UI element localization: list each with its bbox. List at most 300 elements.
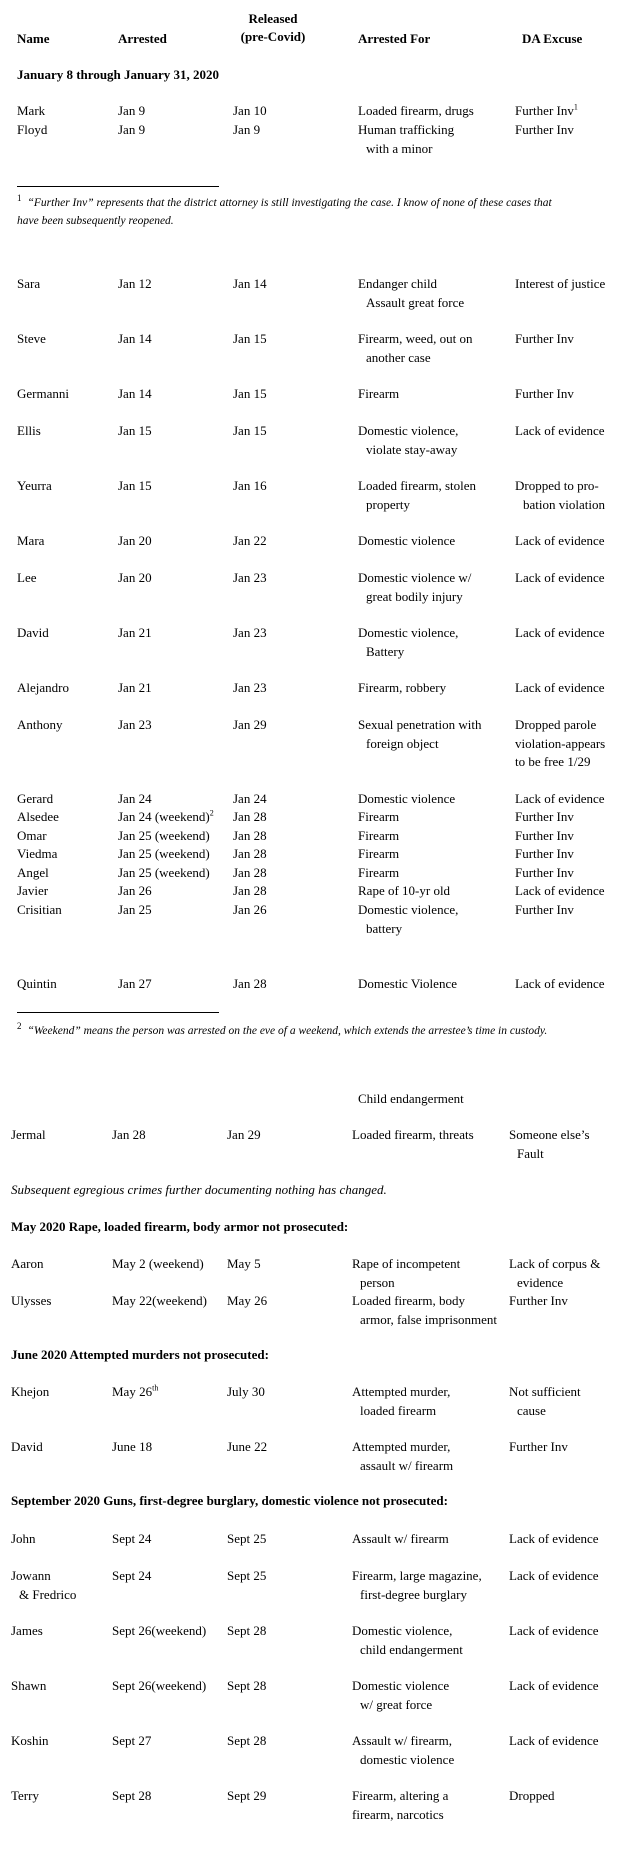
arrested-date: Jan 25 (weekend)	[118, 846, 210, 861]
arrested-for-line-1: Domestic violence	[358, 533, 456, 548]
arrested-date: Jan 9	[118, 122, 146, 137]
arrested-for-line-2: another case	[366, 349, 431, 365]
arrested-for-line-2: person	[360, 1274, 395, 1290]
footnote-divider-1	[17, 186, 219, 187]
da-excuse-line-1: Lack of evidence	[515, 570, 605, 585]
name-line-1: Alsedee	[17, 809, 59, 824]
arrested-for-line-1: Domestic Violence	[358, 976, 457, 991]
section-heading-january: January 8 through January 31, 2020	[17, 67, 220, 82]
cell-name	[17, 901, 62, 920]
cell-arrested-for	[352, 1622, 463, 1659]
da-excuse-line-1: Lack of evidence	[515, 625, 605, 640]
arrested-date: Jan 25 (weekend)	[118, 865, 210, 880]
da-excuse-line-1: Dropped to pro-	[515, 478, 599, 493]
cell-arrested	[118, 385, 152, 404]
cell-arrested-for	[352, 1383, 450, 1420]
da-excuse-line-2: violation-appears	[515, 735, 606, 751]
name-line-1: Javier	[17, 883, 49, 898]
name-line-1: Aaron	[11, 1256, 44, 1271]
cell-arrested-for	[358, 624, 458, 661]
cell-da-excuse	[515, 864, 574, 883]
arrested-date: Jan 21	[118, 625, 152, 640]
cell-arrested-for	[352, 1438, 453, 1475]
cell-arrested	[118, 716, 152, 735]
arrested-date: Jan 20	[118, 533, 152, 548]
cell-da-excuse	[509, 1530, 599, 1549]
cell-name	[11, 1622, 43, 1641]
arrested-for-line-1: Firearm	[358, 809, 400, 824]
da-excuse-line-1: Further Inv	[515, 103, 574, 118]
cell-released: Jan 29	[233, 717, 267, 732]
cell-released: Jan 22	[233, 533, 267, 548]
name-line-1: Gerard	[17, 791, 54, 806]
cell-arrested	[118, 275, 152, 294]
cell-name	[17, 975, 57, 994]
cell-da-excuse	[515, 845, 574, 864]
arrested-date: May 22(weekend)	[112, 1293, 207, 1308]
arrested-for-line-1: Domestic violence	[352, 1678, 450, 1693]
cell-da-excuse	[515, 330, 574, 349]
cell-arrested-for	[358, 422, 458, 459]
cell-arrested	[118, 901, 152, 920]
name-line-1: Floyd	[17, 122, 48, 137]
cell-name	[11, 1787, 39, 1806]
name-line-1: John	[11, 1531, 36, 1546]
name-line-1: Yeurra	[17, 478, 52, 493]
cell-arrested-for	[358, 121, 454, 158]
cell-da-excuse	[509, 1622, 599, 1641]
arrested-for-line-2: property	[366, 496, 411, 512]
name-line-1: Ulysses	[11, 1293, 52, 1308]
name-line-1: Omar	[17, 828, 47, 843]
arrested-date: June 18	[112, 1439, 153, 1454]
cell-da-excuse	[515, 385, 574, 404]
arrested-for-line-1: Firearm, weed, out on	[358, 331, 473, 346]
section-heading-june: June 2020 Attempted murders not prosecuted:	[11, 1347, 269, 1362]
cell-arrested-for	[358, 477, 476, 514]
arrested-date: Jan 26	[118, 883, 152, 898]
arrested-date: Sept 28	[112, 1788, 152, 1803]
arrested-for-line-1: Firearm	[358, 828, 400, 843]
arrested-date: Jan 24 (weekend)	[118, 809, 210, 824]
cell-arrested	[112, 1622, 206, 1641]
cell-released: Jan 10	[233, 103, 267, 118]
cell-da-excuse	[515, 790, 605, 809]
cell-da-excuse	[509, 1438, 568, 1457]
cell-name	[17, 864, 49, 883]
cell-name	[17, 808, 59, 827]
table-header	[0, 10, 640, 50]
cell-name	[17, 569, 36, 588]
arrested-for-line-1: Loaded firearm, body	[352, 1293, 465, 1308]
cell-arrested	[118, 532, 152, 551]
arrested-date: Jan 25	[118, 902, 152, 917]
arrested-for-line-2: first-degree burglary	[360, 1586, 467, 1602]
cell-released: Jan 28	[233, 828, 267, 843]
arrested-for-line-2: Battery	[366, 643, 405, 659]
da-excuse-line-1: Further Inv	[515, 386, 574, 401]
arrested-for-line-2: firearm, narcotics	[352, 1806, 444, 1822]
name-line-1: Khejon	[11, 1384, 50, 1399]
cell-released: Jan 14	[233, 276, 267, 291]
cell-arrested-for	[358, 882, 450, 901]
arrested-date: May 2 (weekend)	[112, 1256, 204, 1271]
cell-name	[17, 385, 69, 404]
footnote-1-line2: have been subsequently reopened.	[17, 215, 174, 227]
arrested-superscript: th	[152, 1383, 159, 1393]
cell-name	[17, 882, 48, 901]
da-excuse-line-1: Dropped	[509, 1788, 555, 1803]
cell-arrested	[112, 1292, 207, 1311]
cell-name	[17, 790, 53, 809]
da-excuse-line-1: Lack of evidence	[515, 423, 605, 438]
cell-da-excuse	[509, 1787, 555, 1806]
cell-released: Jan 28	[233, 865, 267, 880]
cell-released: Jan 28	[233, 883, 267, 898]
arrested-date: Jan 25 (weekend)	[118, 828, 210, 843]
arrested-for-line-1: Domestic violence,	[358, 902, 459, 917]
name-line-1: Germanni	[17, 386, 69, 401]
arrested-for-line-2: child endangerment	[360, 1641, 463, 1657]
cell-arrested	[118, 477, 152, 496]
name-line-1: Shawn	[11, 1678, 47, 1693]
arrested-for-line-1: Sexual penetration with	[358, 717, 482, 732]
cell-released: Jan 15	[233, 423, 267, 438]
da-excuse-line-1: Lack of evidence	[509, 1568, 599, 1583]
cell-arrested	[112, 1383, 158, 1402]
cell-released: May 26	[227, 1293, 268, 1308]
footnote-2-number: 2	[17, 1021, 22, 1032]
cell-da-excuse	[509, 1383, 581, 1420]
cell-da-excuse	[515, 102, 578, 121]
cell-arrested-for	[358, 275, 464, 312]
da-excuse-line-1: Further Inv	[515, 865, 574, 880]
da-excuse-line-1: Interest of justice	[515, 276, 606, 291]
name-line-1: Steve	[17, 331, 46, 346]
arrested-for-line-1: Domestic violence,	[358, 625, 459, 640]
da-excuse-line-1: Lack of evidence	[509, 1678, 599, 1693]
cell-released: May 5	[227, 1256, 261, 1271]
arrested-for-line-1: Firearm	[358, 846, 400, 861]
da-excuse-line-1: Further Inv	[515, 828, 574, 843]
cell-name	[17, 330, 46, 349]
cell-released: Jan 26	[233, 902, 267, 917]
name-line-1: Jermal	[11, 1127, 46, 1142]
arrested-for-line-1: Loaded firearm, threats	[352, 1127, 474, 1142]
name-line-1: Jowann	[11, 1568, 51, 1583]
footnote-2	[17, 1022, 627, 1040]
cell-arrested-for	[352, 1732, 454, 1769]
arrested-date: Jan 24	[118, 791, 152, 806]
cell-released: Sept 25	[227, 1568, 267, 1583]
name-line-1: Koshin	[11, 1733, 49, 1748]
cell-da-excuse	[515, 975, 605, 994]
cell-arrested	[118, 102, 145, 121]
cell-name	[11, 1567, 76, 1604]
arrested-for-line-1: Endanger child	[358, 276, 438, 291]
arrested-date: Jan 23	[118, 717, 152, 732]
arrested-date: Jan 14	[118, 386, 152, 401]
arrested-for-line-1: Human trafficking	[358, 122, 455, 137]
arrested-for-line-1: Firearm	[358, 386, 400, 401]
cell-name	[11, 1438, 43, 1457]
arrested-for-line-1: Attempted murder,	[352, 1439, 451, 1454]
da-excuse-line-1-wrap	[515, 102, 578, 121]
da-excuse-line-1: Further Inv	[515, 809, 574, 824]
da-excuse-line-1: Lack of evidence	[515, 976, 605, 991]
arrested-for-line-1: Loaded firearm, drugs	[358, 103, 474, 118]
da-excuse-line-3: to be free 1/29	[515, 754, 591, 769]
cell-da-excuse	[515, 275, 605, 294]
name-line-1: David	[11, 1439, 43, 1454]
cell-released: Jan 23	[233, 625, 267, 640]
arrested-for-line-1: Domestic violence	[358, 791, 456, 806]
name-line-1: Mara	[17, 533, 45, 548]
footnote-1	[17, 194, 627, 230]
cell-arrested	[118, 679, 152, 698]
da-excuse-line-1: Lack of corpus &	[509, 1256, 601, 1271]
arrested-date: Jan 9	[118, 103, 146, 118]
cell-name	[11, 1530, 36, 1549]
cell-da-excuse	[515, 624, 605, 643]
arrested-for-line-1: Attempted murder,	[352, 1384, 451, 1399]
cell-arrested-for	[358, 864, 399, 883]
cell-arrested	[112, 1530, 151, 1549]
da-excuse-line-1: Further Inv	[515, 902, 574, 917]
da-excuse-line-1: Further Inv	[509, 1439, 568, 1454]
da-excuse-line-1: Not sufficient	[509, 1384, 581, 1399]
cell-arrested-for	[358, 827, 399, 846]
da-excuse-line-1: Lack of evidence	[515, 680, 605, 695]
cell-released: Sept 29	[227, 1788, 267, 1803]
cell-arrested	[118, 121, 145, 140]
cell-name	[17, 679, 69, 698]
name-line-1: Sara	[17, 276, 41, 291]
section-heading-may: May 2020 Rape, loaded firearm, body armor not prosecuted:	[11, 1219, 349, 1234]
cell-released: Jan 16	[233, 478, 267, 493]
cell-name	[11, 1383, 49, 1402]
cell-name	[17, 275, 40, 294]
arrested-superscript: 2	[209, 808, 214, 818]
cell-released: Jan 15	[233, 386, 267, 401]
cell-arrested-for	[358, 532, 455, 551]
cell-released: Sept 28	[227, 1623, 267, 1638]
cell-arrested-for	[352, 1567, 482, 1604]
da-excuse-line-1: Further Inv	[509, 1293, 568, 1308]
cell-da-excuse	[515, 422, 605, 441]
arrested-for-line-2: foreign object	[366, 735, 439, 751]
da-excuse-line-1: Further Inv	[515, 122, 574, 137]
arrested-for-line-2: loaded firearm	[360, 1402, 437, 1418]
arrested-date: Jan 15	[118, 478, 152, 493]
cell-da-excuse	[509, 1292, 568, 1311]
arrested-for-line-1: Loaded firearm, stolen	[358, 478, 477, 493]
cell-released: Jan 23	[233, 680, 267, 695]
da-excuse-line-1: Lack of evidence	[509, 1733, 599, 1748]
cell-arrested	[118, 808, 214, 827]
cell-arrested	[118, 864, 210, 883]
cell-da-excuse	[515, 716, 605, 772]
footnote-1-number: 1	[17, 193, 22, 204]
cell-arrested-for	[358, 716, 481, 753]
cell-released: Jan 28	[233, 846, 267, 861]
name-line-1: James	[11, 1623, 43, 1638]
arrested-for-line-2: Assault great force	[366, 294, 465, 310]
arrested-date: Sept 24	[112, 1568, 152, 1583]
arrested-for-line-1: Firearm, altering a	[352, 1788, 449, 1803]
arrested-for-line-2: domestic violence	[360, 1751, 455, 1767]
arrested-for-line-1: Rape of 10-yr old	[358, 883, 451, 898]
footnote-1-line1: “Further Inv” represents that the district attorney is still investigating the case. I know of none of these cases that	[27, 197, 552, 209]
name-line-1: Crisitian	[17, 902, 62, 917]
cell-released: Jan 28	[233, 976, 267, 991]
da-excuse-line-2: bation violation	[523, 496, 605, 512]
name-line-1: Terry	[11, 1788, 39, 1803]
da-excuse-line-1: Lack of evidence	[509, 1531, 599, 1546]
footnote-divider-2	[17, 1012, 219, 1013]
cell-arrested-for	[352, 1255, 460, 1292]
arrested-for-line-1: Assault w/ firearm	[352, 1531, 449, 1546]
name-line-1: Lee	[17, 570, 37, 585]
cell-name	[11, 1255, 44, 1274]
da-excuse-line-1: Further Inv	[515, 846, 574, 861]
cell-released: Jan 29	[227, 1127, 261, 1142]
cell-released: July 30	[227, 1384, 265, 1399]
name-line-1: Viedma	[17, 846, 58, 861]
cell-name	[11, 1732, 49, 1751]
cell-da-excuse	[515, 882, 605, 901]
name-line-1: Ellis	[17, 423, 41, 438]
cell-da-excuse	[515, 569, 605, 588]
arrested-date: Jan 21	[118, 680, 152, 695]
arrested-date: Jan 15	[118, 423, 152, 438]
arrested-date: May 26	[112, 1384, 153, 1399]
cell-name	[11, 1677, 46, 1696]
cell-arrested	[118, 882, 152, 901]
name-line-1: Angel	[17, 865, 49, 880]
cell-da-excuse	[509, 1732, 599, 1751]
section-heading-september: September 2020 Guns, first-degree burglary, domestic violence not prosecuted:	[11, 1493, 448, 1508]
cell-arrested	[112, 1732, 151, 1751]
cell-arrested-for	[358, 901, 458, 938]
cell-da-excuse	[509, 1567, 599, 1586]
cell-released: June 22	[227, 1439, 268, 1454]
cell-arrested-for	[358, 385, 399, 404]
cell-name	[11, 1292, 51, 1311]
cell-da-excuse	[515, 901, 574, 920]
subsequent-crimes-note: Subsequent egregious crimes further documenting nothing has changed.	[11, 1182, 387, 1197]
cell-name	[17, 477, 52, 496]
arrested-for-line-1: Firearm, robbery	[358, 680, 447, 695]
cell-arrested	[118, 624, 152, 643]
arrested-for-line-1: Firearm	[358, 865, 400, 880]
cell-name	[17, 422, 41, 441]
arrested-for-line-1: Domestic violence,	[358, 423, 459, 438]
header-released-line2: (pre-Covid)	[240, 29, 306, 44]
cell-released: Jan 28	[233, 809, 267, 824]
arrested-for-line-2: assault w/ firearm	[360, 1457, 454, 1473]
cell-name	[17, 827, 47, 846]
arrested-for-line-1: Domestic violence w/	[358, 570, 472, 585]
arrested-for-line-1: Assault w/ firearm,	[352, 1733, 453, 1748]
cell-da-excuse	[509, 1677, 599, 1696]
cell-da-excuse	[515, 121, 574, 140]
arrested-date: Jan 14	[118, 331, 152, 346]
cell-arrested	[118, 422, 152, 441]
cell-arrested-for	[352, 1292, 497, 1329]
cell-da-excuse	[515, 827, 574, 846]
name-line-1: Quintin	[17, 976, 57, 991]
cell-name	[17, 624, 49, 643]
da-excuse-line-2: evidence	[517, 1274, 564, 1290]
arrested-date: Jan 28	[112, 1127, 146, 1142]
cell-arrested-for	[358, 679, 446, 698]
cell-arrested	[118, 845, 210, 864]
cell-name	[17, 102, 45, 121]
cell-arrested	[118, 569, 152, 588]
da-excuse-line-1: Dropped parole	[515, 717, 597, 732]
arrested-for-line-2: battery	[366, 920, 403, 936]
cell-arrested-for	[358, 845, 399, 864]
cell-da-excuse	[515, 808, 574, 827]
arrested-date: Sept 24	[112, 1531, 152, 1546]
da-excuse-line-1: Lack of evidence	[515, 533, 605, 548]
da-excuse-line-1: Lack of evidence	[515, 883, 605, 898]
da-excuse-line-2: Fault	[517, 1145, 544, 1161]
cell-released: Sept 25	[227, 1531, 267, 1546]
name-line-1: Alejandro	[17, 680, 69, 695]
cell-arrested-for	[352, 1787, 448, 1824]
arrested-for-line-2: w/ great force	[360, 1696, 433, 1712]
header-arrested-for: Arrested For	[358, 31, 431, 46]
cell-arrested	[112, 1567, 151, 1586]
arrested-for-line-1: Firearm, large magazine,	[352, 1568, 482, 1583]
name-line-1: Mark	[17, 103, 46, 118]
arrested-for-line-1: Rape of incompetent	[352, 1256, 461, 1271]
child-endangerment-note: Child endangerment	[358, 1091, 464, 1106]
arrested-for-line-2: armor, false imprisonment	[360, 1311, 498, 1327]
cell-arrested	[118, 790, 152, 809]
cell-da-excuse	[515, 477, 605, 514]
header-released-line1: Released	[248, 11, 298, 26]
cell-arrested-for	[358, 569, 471, 606]
cell-arrested	[112, 1126, 146, 1145]
header-da-excuse: DA Excuse	[522, 31, 583, 46]
cell-arrested-for	[358, 102, 474, 121]
arrested-for-line-2: violate stay-away	[366, 441, 458, 457]
cell-released: Jan 24	[233, 791, 267, 806]
cell-arrested	[112, 1255, 204, 1274]
cell-arrested	[112, 1787, 151, 1806]
footnote-ref: 1	[573, 102, 578, 112]
arrested-date: Jan 20	[118, 570, 152, 585]
cell-da-excuse	[509, 1126, 590, 1163]
cell-arrested	[118, 330, 152, 349]
cell-name	[17, 121, 47, 140]
cell-name	[11, 1126, 46, 1145]
cell-arrested	[118, 827, 210, 846]
cell-released: Sept 28	[227, 1678, 267, 1693]
arrested-date: Jan 12	[118, 276, 152, 291]
da-excuse-line-1: Further Inv	[515, 331, 574, 346]
cell-released: Jan 9	[233, 122, 261, 137]
cell-name	[17, 716, 63, 735]
name-line-1: David	[17, 625, 49, 640]
arrested-for-line-2: great bodily injury	[366, 588, 463, 604]
cell-name	[17, 845, 57, 864]
cell-arrested-for	[352, 1677, 449, 1714]
cell-arrested	[112, 1438, 152, 1457]
